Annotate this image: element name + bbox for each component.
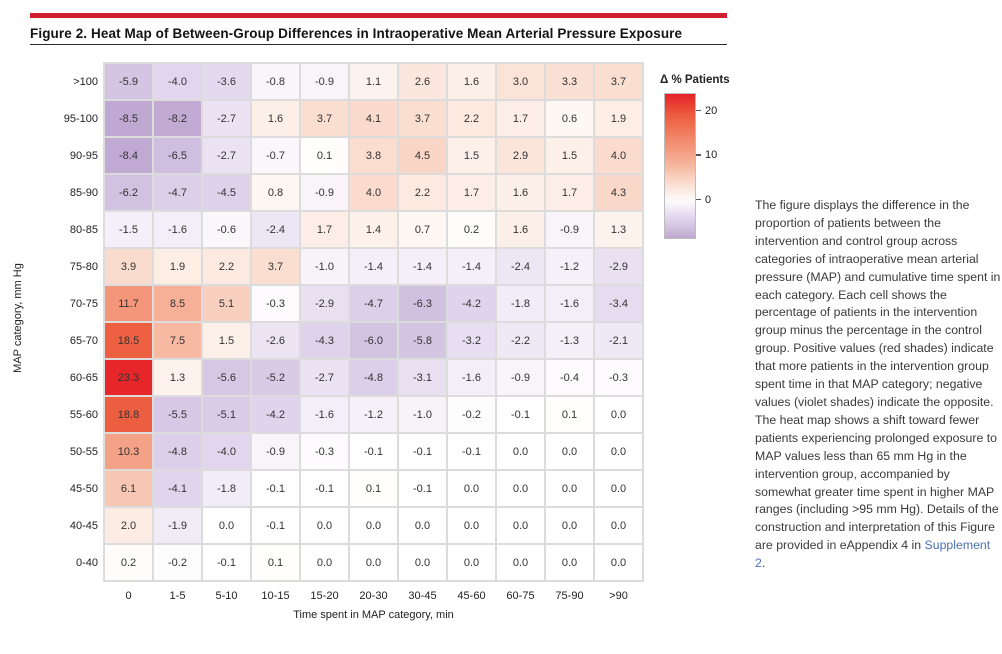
heatmap-cell: 0.2 [105,545,152,580]
heatmap-cell: -1.2 [546,249,593,284]
heatmap-cell: 3.3 [546,64,593,99]
x-tick-label: >90 [609,590,628,602]
heatmap-cell: -0.2 [154,545,201,580]
heatmap-cell: -0.4 [546,360,593,395]
colorbar [664,93,718,239]
heatmap-cell: -0.2 [448,397,495,432]
heatmap-cell: 2.2 [448,101,495,136]
heatmap-cell: 0.0 [350,545,397,580]
y-tick-label: 45-50 [69,482,98,495]
heatmap-cell: 0.1 [301,138,348,173]
heatmap-cell: -1.8 [203,471,250,506]
heatmap-cell: -5.1 [203,397,250,432]
y-axis-title: MAP category, mm Hg [12,263,24,373]
heatmap-cell: 1.5 [546,138,593,173]
heatmap-cell: -6.0 [350,323,397,358]
heatmap-cell: 23.3 [105,360,152,395]
heatmap-row [105,397,642,432]
heatmap-cell: -0.1 [301,471,348,506]
x-tick-label: 45-60 [457,590,486,602]
heatmap-row [105,434,642,469]
heatmap-cell: -5.8 [399,323,446,358]
heatmap-row [105,286,642,321]
heatmap-cell: 1.6 [497,212,544,247]
heatmap-cell: -1.2 [350,397,397,432]
heatmap-cell: -3.4 [595,286,642,321]
heatmap-row [105,249,642,284]
heatmap-cell: -0.1 [203,545,250,580]
heatmap-cell: -4.5 [203,175,250,210]
colorbar-tick-label: 0 [705,193,712,206]
heatmap-cell: 8.5 [154,286,201,321]
heatmap-cell: 0.0 [301,508,348,543]
heatmap-cell: 0.0 [497,434,544,469]
heatmap-cell: -1.9 [154,508,201,543]
heatmap-cell: -0.1 [252,508,299,543]
heatmap-cell: -1.6 [301,397,348,432]
heatmap-cell: 4.3 [595,175,642,210]
heatmap-cell: 0.8 [252,175,299,210]
heatmap-cell: -0.3 [301,434,348,469]
heatmap-cell: -2.7 [203,101,250,136]
heatmap-cell: 1.3 [595,212,642,247]
heatmap-cell: 0.0 [203,508,250,543]
heatmap-cell: -0.3 [252,286,299,321]
heatmap-cell: -1.6 [448,360,495,395]
heatmap-cell: -1.4 [448,249,495,284]
heatmap-cell: -0.9 [301,175,348,210]
heatmap-cell: -6.5 [154,138,201,173]
heatmap-cell: 6.1 [105,471,152,506]
heatmap-cell: 5.1 [203,286,250,321]
heatmap-cell: 2.6 [399,64,446,99]
heatmap-cell: 3.7 [301,101,348,136]
supplement-link[interactable]: Supplement 2 [755,538,991,571]
heatmap-cell: 1.9 [154,249,201,284]
heatmap-row [105,138,642,173]
heatmap-cell: -0.9 [546,212,593,247]
heatmap-cell: -4.0 [203,434,250,469]
heatmap-cell: 1.6 [448,64,495,99]
x-tick-label: 15-20 [310,590,339,602]
caption-text: The figure displays the difference in the proportion of patients between the intervention and control group across categories of intraoperative mean arterial pressure (MAP) and cumulative time spent in each category. Each cell shows the percentage of patients in the intervention group minus the percentage in the control group. Positive values (red shades) indicate that more patients in the intervention group spent time in that MAP category; negative values (violet shades) indicate the opposite. The heat map shows a shift toward fewer patients experiencing prolonged exposure to MAP values less than 65 mm Hg in the intervention group, accompanied by somewhat greater time spent in higher MAP ranges (including >95 mm Hg). Details of the construction and interpretation of this Figure are provided in eAppendix 4 in [755,198,1001,553]
y-tick-label: 70-75 [69,297,98,310]
heatmap-row [105,101,642,136]
heatmap-cell: -1.3 [546,323,593,358]
heatmap-cell: 0.0 [546,434,593,469]
heatmap-cell: 3.7 [252,249,299,284]
x-tick-label: 0 [125,590,132,602]
heatmap-cell: -2.4 [252,212,299,247]
y-tick-label: 0-40 [75,556,98,569]
heatmap-cell: -2.2 [497,323,544,358]
heatmap-cell: -0.7 [252,138,299,173]
heatmap-cell: 1.5 [448,138,495,173]
heatmap-cell: 18.8 [105,397,152,432]
heatmap-row [105,360,642,395]
heatmap-cell: -8.5 [105,101,152,136]
heatmap-cell: 0.0 [595,508,642,543]
heatmap-cell: -0.9 [252,434,299,469]
heatmap-cell: -0.1 [448,434,495,469]
heatmap-cell: 1.3 [154,360,201,395]
x-tick-label: 75-90 [555,590,584,602]
heatmap-cell: -5.9 [105,64,152,99]
heatmap-row [105,471,642,506]
heatmap-cell: 0.0 [497,508,544,543]
heatmap-cell: 10.3 [105,434,152,469]
heatmap-cell: 1.6 [252,101,299,136]
y-tick-label: 55-60 [69,408,98,421]
heatmap-row [105,508,642,543]
colorbar-tick-label: 10 [705,149,718,162]
heatmap-cell: 0.1 [546,397,593,432]
heatmap-cell: 0.0 [497,545,544,580]
colorbar-tick [696,110,701,112]
heatmap-cell: 0.0 [546,471,593,506]
heatmap-row [105,323,642,358]
heatmap-cell: 18.5 [105,323,152,358]
heatmap-cell: 2.0 [105,508,152,543]
x-tick-label: 60-75 [506,590,535,602]
heatmap-cell: -3.2 [448,323,495,358]
heatmap-grid [105,64,642,580]
x-tick-label: 1-5 [169,590,186,602]
heatmap-cell: -8.4 [105,138,152,173]
heatmap-cell: 4.0 [595,138,642,173]
heatmap-cell: -0.9 [301,64,348,99]
heatmap-cell: 1.7 [546,175,593,210]
y-tick-label: 65-70 [69,334,98,347]
heatmap-cell: -6.2 [105,175,152,210]
heatmap-cell: 1.9 [595,101,642,136]
heatmap-cell: 2.9 [497,138,544,173]
heatmap-cell: 0.1 [252,545,299,580]
heatmap-cell: 0.0 [448,471,495,506]
heatmap-cell: 7.5 [154,323,201,358]
y-tick-label: 80-85 [69,223,98,236]
heatmap-cell: -1.0 [301,249,348,284]
heatmap-cell: 1.7 [497,101,544,136]
heatmap-cell: 3.8 [350,138,397,173]
heatmap-row [105,212,642,247]
title-rule [30,44,727,45]
heatmap-cell: -4.2 [448,286,495,321]
heatmap-row [105,545,642,580]
heatmap [103,62,644,582]
heatmap-cell: -4.3 [301,323,348,358]
heatmap-cell: 1.1 [350,64,397,99]
colorbar-tick-label: 20 [705,104,718,117]
heatmap-cell: -4.7 [154,175,201,210]
heatmap-cell: -5.5 [154,397,201,432]
heatmap-cell: -1.0 [399,397,446,432]
heatmap-cell: 0.7 [399,212,446,247]
heatmap-row [105,64,642,99]
heatmap-cell: 1.7 [448,175,495,210]
heatmap-cell: 1.6 [497,175,544,210]
y-tick-label: 85-90 [69,186,98,199]
heatmap-cell: -4.8 [350,360,397,395]
heatmap-cell: -0.1 [497,397,544,432]
heatmap-cell: 0.0 [399,545,446,580]
heatmap-cell: 2.2 [203,249,250,284]
heatmap-cell: -1.5 [105,212,152,247]
heatmap-cell: 4.5 [399,138,446,173]
y-tick-label: 75-80 [69,260,98,273]
heatmap-cell: 4.0 [350,175,397,210]
heatmap-cell: 0.1 [350,471,397,506]
heatmap-cell: -6.3 [399,286,446,321]
y-tick-label: 50-55 [69,445,98,458]
x-tick-label: 20-30 [359,590,388,602]
heatmap-cell: -4.8 [154,434,201,469]
heatmap-cell: -0.1 [252,471,299,506]
heatmap-cell: 0.0 [350,508,397,543]
heatmap-cell: 1.5 [203,323,250,358]
heatmap-cell: 3.9 [105,249,152,284]
heatmap-cell: -2.9 [301,286,348,321]
heatmap-cell: 0.0 [595,471,642,506]
heatmap-cell: -2.7 [301,360,348,395]
colorbar-tick [696,154,701,156]
heatmap-row [105,175,642,210]
heatmap-cell: -2.1 [595,323,642,358]
heatmap-cell: 0.0 [546,508,593,543]
x-axis-title: Time spent in MAP category, min [293,609,454,621]
heatmap-cell: -4.2 [252,397,299,432]
heatmap-cell: 3.0 [497,64,544,99]
heatmap-cell: 0.0 [399,508,446,543]
y-tick-label: 60-65 [69,371,98,384]
heatmap-cell: -4.7 [350,286,397,321]
heatmap-cell: -4.1 [154,471,201,506]
heatmap-cell: -1.6 [154,212,201,247]
heatmap-cell: 3.7 [595,64,642,99]
heatmap-cell: -0.9 [497,360,544,395]
heatmap-cell: -5.2 [252,360,299,395]
heatmap-cell: 0.0 [595,434,642,469]
heatmap-cell: 0.0 [448,545,495,580]
heatmap-cell: 1.4 [350,212,397,247]
heatmap-cell: -0.8 [252,64,299,99]
heatmap-cell: 0.0 [595,545,642,580]
heatmap-cell: -0.1 [399,471,446,506]
figure-title: Figure 2. Heat Map of Between-Group Differences in Intraoperative Mean Arterial Pressure Exposure [30,26,683,41]
heatmap-cell: 0.6 [546,101,593,136]
figure-accent-bar [30,13,727,18]
heatmap-cell: 11.7 [105,286,152,321]
heatmap-cell: -0.3 [595,360,642,395]
heatmap-cell: 0.0 [595,397,642,432]
heatmap-cell: -2.4 [497,249,544,284]
heatmap-cell: -2.9 [595,249,642,284]
heatmap-cell: 0.0 [546,545,593,580]
x-tick-label: 30-45 [408,590,437,602]
y-tick-label: 90-95 [69,149,98,162]
heatmap-cell: -1.4 [350,249,397,284]
heatmap-cell: 0.0 [497,471,544,506]
heatmap-cell: -2.7 [203,138,250,173]
x-tick-label: 5-10 [215,590,238,602]
heatmap-cell: -0.1 [350,434,397,469]
heatmap-cell: -0.1 [399,434,446,469]
heatmap-cell: -1.6 [546,286,593,321]
heatmap-cell: 4.1 [350,101,397,136]
colorbar-tick [696,199,701,201]
heatmap-cell: -2.6 [252,323,299,358]
x-axis-tick-labels [105,590,642,602]
y-tick-label: >100 [73,75,98,88]
heatmap-cell: -1.4 [399,249,446,284]
heatmap-cell: -3.6 [203,64,250,99]
heatmap-cell: -1.8 [497,286,544,321]
figure-caption [755,197,1002,573]
heatmap-cell: 0.0 [448,508,495,543]
heatmap-cell: 0.0 [301,545,348,580]
heatmap-cell: -5.6 [203,360,250,395]
heatmap-cell: -3.1 [399,360,446,395]
heatmap-cell: 3.7 [399,101,446,136]
heatmap-cell: 2.2 [399,175,446,210]
heatmap-cell: -4.0 [154,64,201,99]
y-tick-label: 40-45 [69,519,98,532]
caption-suffix: . [761,556,766,571]
x-tick-label: 10-15 [261,590,290,602]
legend-title: Δ % Patients [660,74,730,86]
y-tick-label: 95-100 [63,112,98,125]
heatmap-cell: 0.2 [448,212,495,247]
heatmap-cell: -8.2 [154,101,201,136]
heatmap-cell: -0.6 [203,212,250,247]
heatmap-cell: 1.7 [301,212,348,247]
y-axis-tick-labels [30,64,98,580]
